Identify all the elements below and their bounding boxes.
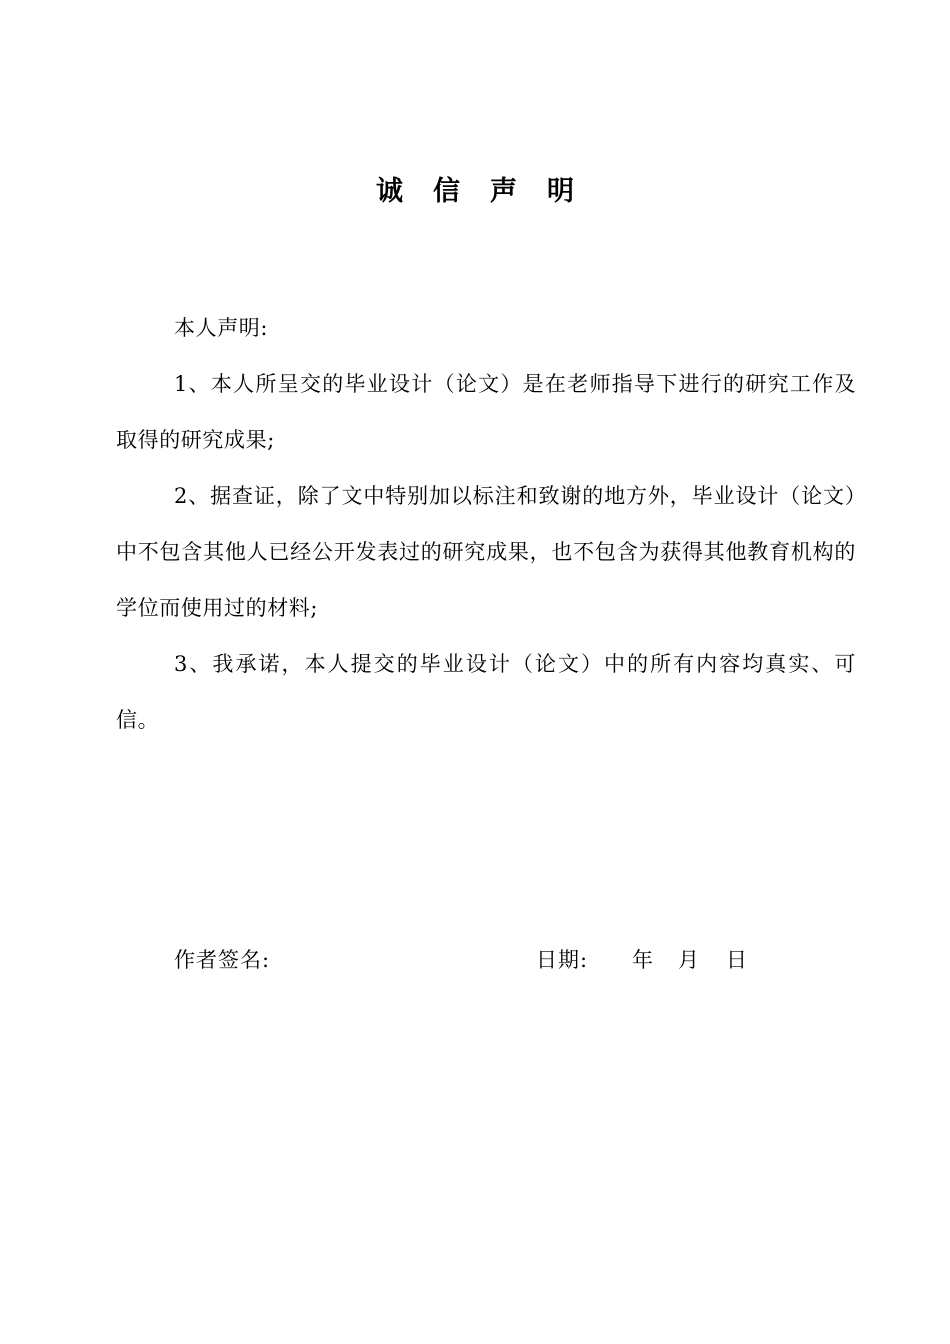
declaration-item-3: 3、我承诺，本人提交的毕业设计（论文）中的所有内容均真实、可信。 [116, 652, 856, 732]
date-label: 日期: [536, 948, 589, 972]
declaration-body [116, 300, 856, 748]
declaration-item-1: 1、本人所呈交的毕业设计（论文）是在老师指导下进行的研究工作及取得的研究成果; [116, 372, 856, 452]
date-day-label: 日 [726, 948, 747, 972]
date-year-label: 年 [632, 948, 653, 972]
author-signature-label: 作者签名: [174, 948, 271, 972]
signature-row [174, 932, 794, 988]
declaration-intro: 本人声明: [174, 316, 269, 340]
date-month-label: 月 [678, 948, 699, 972]
page-title: 诚信声明 [376, 176, 604, 207]
declaration-item-2: 2、据查证，除了文中特别加以标注和致谢的地方外，毕业设计（论文）中不包含其他人已经公开发表过的研究成果，也不包含为获得其他教育机构的学位而使用过的材料; [116, 484, 856, 620]
